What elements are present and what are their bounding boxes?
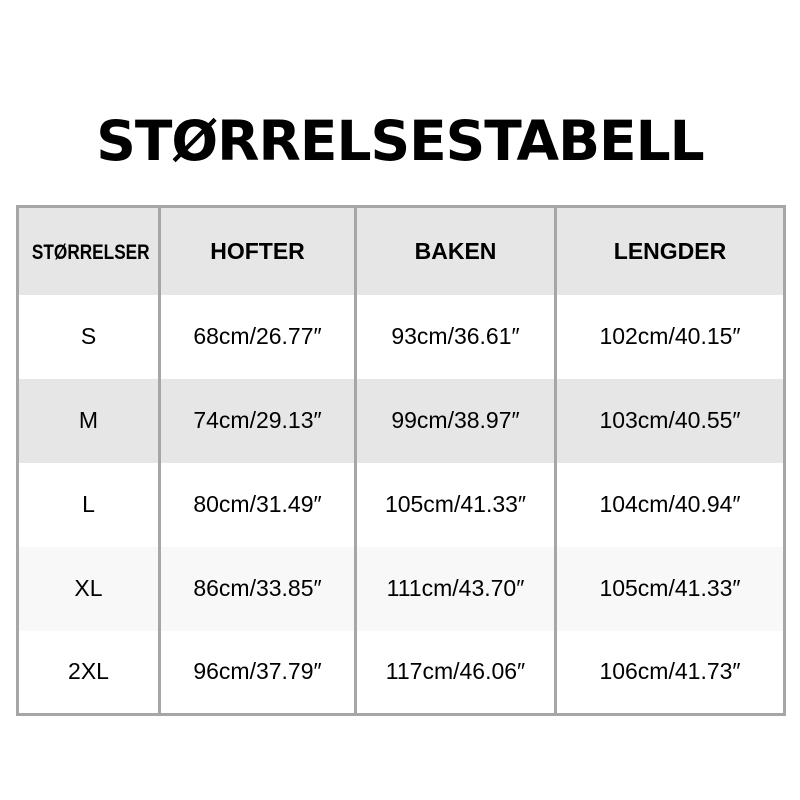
table-row-l [18,463,785,547]
table-row-2xl [18,631,785,715]
length-value: 106cm/41.73″ [556,631,785,715]
size-chart-table [16,205,786,716]
size-label: S [18,295,160,379]
back-value: 99cm/38.97″ [356,379,556,463]
column-header-sizes [18,207,160,295]
column-header-length: LENGDER [556,207,785,295]
length-value: 102cm/40.15″ [556,295,785,379]
hips-value: 80cm/31.49″ [160,463,356,547]
page-title: STØRRELSESTABELL [96,109,704,173]
hips-value: 86cm/33.85″ [160,547,356,631]
size-label: XL [18,547,160,631]
back-value: 111cm/43.70″ [356,547,556,631]
hips-value: 74cm/29.13″ [160,379,356,463]
back-value: 105cm/41.33″ [356,463,556,547]
size-label: M [18,379,160,463]
table-row-m [18,379,785,463]
length-value: 104cm/40.94″ [556,463,785,547]
length-value: 103cm/40.55″ [556,379,785,463]
column-header-sizes-label: STØRRELSER [31,240,150,264]
column-header-back: BAKEN [356,207,556,295]
back-value: 117cm/46.06″ [356,631,556,715]
length-value: 105cm/41.33″ [556,547,785,631]
table-row-s [18,295,785,379]
size-label: L [18,463,160,547]
hips-value: 96cm/37.79″ [160,631,356,715]
header-row [18,207,785,295]
table-row-xl [18,547,785,631]
size-label: 2XL [18,631,160,715]
column-header-hips: HOFTER [160,207,356,295]
back-value: 93cm/36.61″ [356,295,556,379]
hips-value: 68cm/26.77″ [160,295,356,379]
